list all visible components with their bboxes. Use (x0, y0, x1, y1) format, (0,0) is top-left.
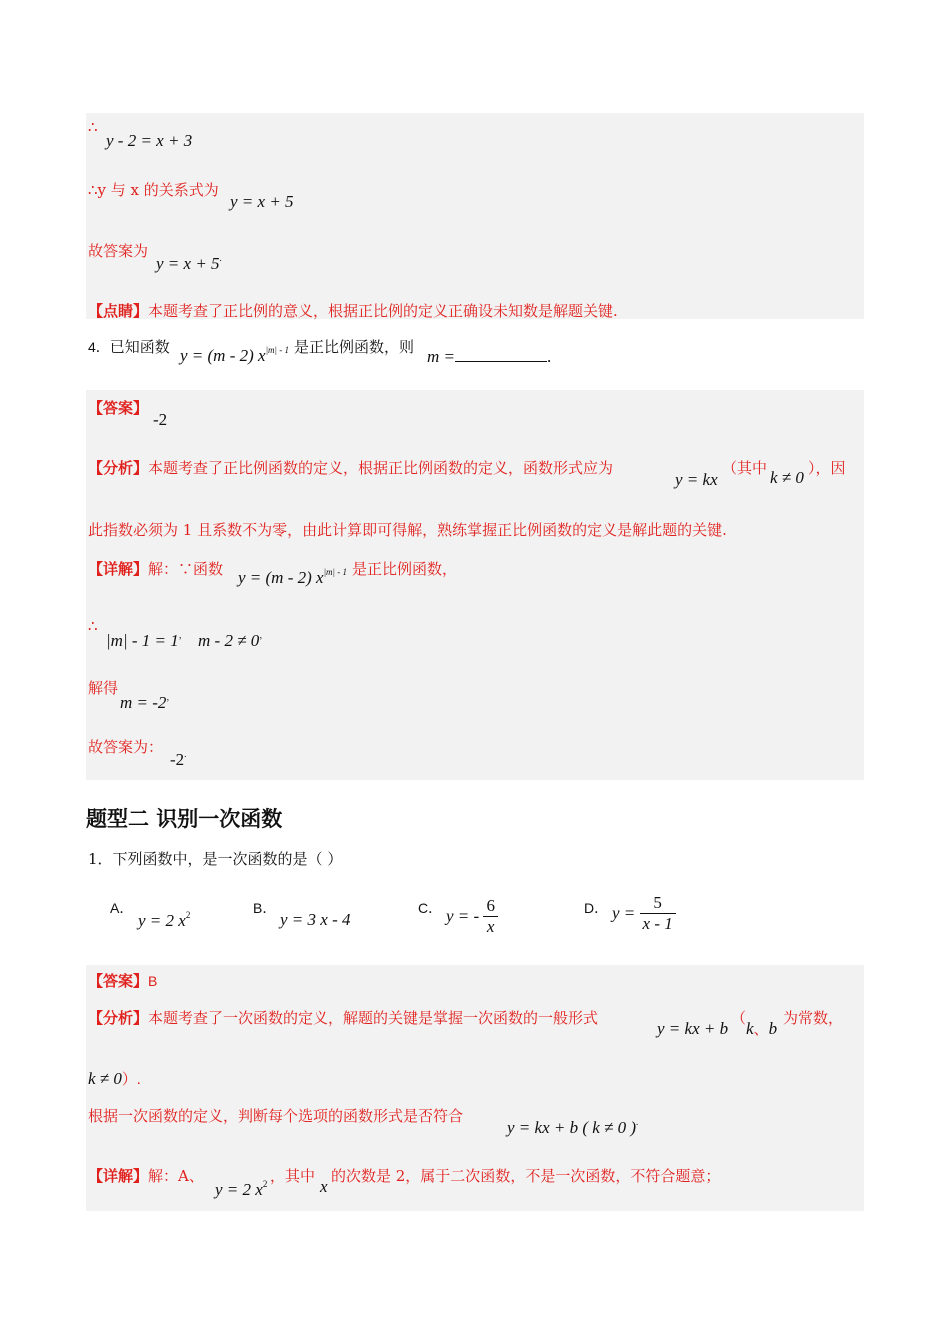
detail-q1-line1: 【详解】解：A、 (88, 1167, 204, 1185)
final-value-q4: -2. (170, 749, 187, 769)
option-c-expr: y = - $\frac{6}{x}$ (446, 896, 498, 937)
option-b-expr: y = 3 x - 4 (280, 910, 351, 929)
equation-y-minus-2: y - 2 = x + 3 (106, 131, 193, 150)
analysis-q4-line1: 【分析】本题考查了正比例函数的定义，根据正比例函数的定义，函数形式应为 (88, 459, 614, 477)
option-c[interactable]: C． (418, 900, 443, 916)
fraction-c: $\frac{6}{x}$ (483, 896, 498, 937)
question-4-text-b: 是正比例函数，则 (294, 338, 415, 356)
option-a-expr: y = 2 $x^2$ (138, 910, 191, 930)
solution-box-q4 (86, 390, 864, 780)
question-1: 1．下列函数中，是一次函数的是（ ） (88, 850, 343, 868)
question-4-function: y = (m - 2) $x^{|m| - 1}$ (180, 345, 290, 365)
analysis-q1-line1: 【分析】本题考查了一次函数的定义，解题的关键是掌握一次函数的一般形式 (88, 1009, 599, 1027)
answer-line-1: 故答案为 (88, 242, 149, 260)
question-4-m: m = . (427, 347, 552, 366)
answer-blank (455, 361, 547, 362)
detail-q4-line1: 【详解】解：∵函数 (88, 560, 224, 578)
analysis-q1-kb: k、b (746, 1019, 778, 1038)
relation-equation: y = x + 5 (230, 192, 294, 211)
solve-label-q4: 解得 (88, 679, 119, 697)
option-a[interactable]: A． (110, 900, 134, 916)
question-4: 4．已知函数 (88, 338, 170, 356)
analysis-q1-eq: y = kx + b (657, 1019, 729, 1038)
analysis-q4-cond: k ≠ 0 (770, 468, 804, 487)
answer-value-q4: -2 (153, 410, 168, 429)
analysis-q1-cond: k ≠ 0）. (88, 1069, 141, 1088)
option-d[interactable]: D． (584, 900, 609, 916)
analysis-q1-line2-eq: y = kx + b ( k ≠ 0 ). (507, 1117, 639, 1137)
analysis-q4-eq: y = kx (675, 470, 718, 489)
detail-q4-text-b: 是正比例函数， (352, 560, 458, 578)
analysis-q4-paren: （其中 (722, 459, 768, 477)
comment-line: 【点睛】本题考查了正比例的意义，根据正比例的定义正确设未知数是解题关键. (88, 302, 618, 320)
final-label-q4: 故答案为： (88, 738, 164, 756)
fraction-d: $\frac{5}{x - 1}$ (640, 893, 676, 934)
detail-q1-text-c: 的次数是 2，属于二次函数，不是一次函数，不符合题意； (331, 1167, 721, 1185)
detail-q1-var: x (320, 1177, 328, 1196)
solution-box-top (86, 113, 864, 319)
relation-line: ∴y 与 x 的关系式为 (88, 181, 219, 199)
analysis-q1-line2: 根据一次函数的定义，判断每个选项的函数形式是否符合 (88, 1107, 464, 1125)
detail-q1-text-b: ，其中 (270, 1167, 316, 1185)
therefore-q4: ∴ (88, 617, 98, 635)
answer-q1: 【答案】B (88, 972, 158, 990)
option-b[interactable]: B． (253, 900, 277, 916)
option-d-expr: y = $\frac{5}{x - 1}$ (612, 893, 676, 934)
answer-equation-1: y = x + 5. (156, 253, 222, 273)
solve-eq-q4: m = -2， (120, 692, 176, 712)
therefore-line-1: ∴ (88, 118, 98, 136)
analysis-q1-tail: 为常数， (783, 1009, 844, 1027)
analysis-q1-paren: （ (731, 1009, 747, 1027)
section-title: 题型二 识别一次函数 (86, 807, 283, 831)
detail-q4-function: y = (m - 2) $x^{|m| - 1}$ (238, 567, 348, 587)
detail-q1-eq: y = 2 $x^2$ (215, 1179, 268, 1199)
conditions-q4: |m| - 1 = 1， m - 2 ≠ 0， (106, 630, 269, 650)
answer-tag-q4: 【答案】 (88, 399, 149, 417)
analysis-q4-paren-close: ），因 (808, 459, 846, 477)
analysis-q4-line2: 此指数必须为 1 且系数不为零，由此计算即可得解，熟练掌握正比例函数的定义是解此题的关键. (88, 521, 727, 539)
